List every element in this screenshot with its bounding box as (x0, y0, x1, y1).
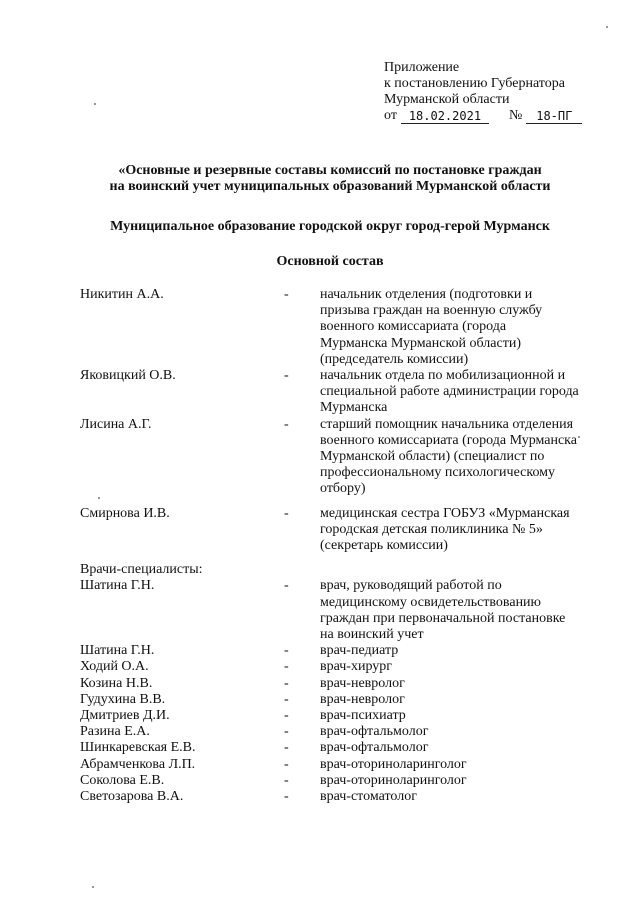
scan-speck (98, 497, 100, 499)
specialist-row (80, 676, 610, 692)
role-line: граждан при первоначальной постановке (320, 610, 566, 626)
member-row (80, 287, 610, 368)
specialists-label: Врачи-специалисты: (80, 562, 203, 578)
scan-speck (606, 26, 608, 28)
specialist-role: врач-офтальмолог (320, 724, 429, 740)
member-dash: - (284, 368, 289, 384)
title-line-2: на воинский учет муниципальных образований Мурманской области (109, 179, 551, 194)
document-title (40, 163, 620, 195)
member-dash: - (284, 505, 289, 521)
specialist-row (80, 757, 610, 773)
member-role (320, 287, 610, 368)
role-line: Мурманска (320, 400, 388, 416)
member-row (80, 417, 610, 498)
specialist-dash: - (284, 691, 289, 707)
title-line-1: «Основные и резервные составы комиссий по постановке граждан (118, 163, 542, 178)
appendix-block (384, 60, 582, 124)
role-line: отбору) (320, 481, 366, 497)
role-line: Мурманска Мурманской области) (320, 335, 521, 351)
member-dash: - (284, 287, 289, 302)
appendix-line-3: Мурманской области (384, 92, 510, 107)
specialist-name: Козина Н.В. (80, 675, 153, 691)
role-line: городская детская поликлиника № 5» (320, 521, 543, 537)
specialist-row (80, 724, 610, 740)
specialist-name: Дмитриев Д.И. (80, 708, 170, 724)
specialist-role: врач-стоматолог (320, 789, 417, 805)
appendix-line-1: Приложение (384, 60, 460, 75)
specialist-dash: - (284, 659, 289, 675)
specialist-name: Разина Е.А. (80, 724, 150, 740)
member-role (320, 506, 610, 555)
specialist-row (80, 773, 610, 789)
specialist-dash: - (284, 772, 289, 788)
role-line: начальник отдела по мобилизационной и (320, 368, 566, 384)
specialist-lead-row (80, 578, 610, 643)
role-line: на воинский учет (320, 627, 424, 643)
member-dash: - (284, 416, 289, 432)
specialist-dash: - (284, 675, 289, 691)
role-line: (председатель комиссии) (320, 351, 469, 367)
specialist-role: врач-невролог (320, 675, 405, 691)
member-role (320, 417, 610, 498)
number-prefix: № (508, 108, 523, 123)
member-name: Шатина Г.Н. (80, 578, 155, 594)
member-role (320, 578, 610, 643)
specialist-role: врач-хирург (320, 659, 393, 675)
role-line: старший помощник начальника отделения (320, 416, 574, 432)
role-line: (секретарь комиссии) (320, 538, 448, 554)
specialist-role: врач-оториноларинголог (320, 756, 467, 772)
member-name: Смирнова И.В. (80, 505, 170, 521)
specialist-name: Абрамченкова Л.П. (80, 756, 196, 772)
number-value: 18-ПГ (526, 109, 582, 124)
member-name: Лисина А.Г. (80, 416, 152, 432)
specialist-role: врач-офтальмолог (320, 740, 429, 756)
role-line: врач, руководящий работой по (320, 578, 502, 594)
scan-speck (92, 886, 94, 888)
section-heading: Основной состав (276, 254, 384, 269)
specialist-dash: - (284, 708, 289, 724)
role-line: Мурманской области) (специалист по (320, 449, 545, 465)
specialist-name: Шатина Г.Н. (80, 643, 155, 659)
specialist-row (80, 740, 610, 756)
date-prefix: от (384, 108, 397, 123)
specialist-row (80, 659, 610, 675)
member-role (320, 368, 610, 417)
specialist-row (80, 708, 610, 724)
specialist-dash: - (284, 740, 289, 756)
role-line: профессиональному психологическому (320, 465, 556, 481)
member-dash: - (284, 578, 289, 594)
scan-speck (94, 103, 96, 105)
specialist-dash: - (284, 643, 289, 659)
specialist-dash: - (284, 789, 289, 805)
specialist-role: врач-педиатр (320, 643, 399, 659)
specialist-role: врач-невролог (320, 691, 405, 707)
role-line: военного комиссариата (города (320, 319, 507, 335)
member-name: Яковицкий О.В. (80, 368, 176, 384)
role-line: медицинская сестра ГОБУЗ «Мурманская (320, 505, 570, 521)
specialist-name: Светозарова В.А. (80, 789, 184, 805)
member-row (80, 506, 610, 555)
specialist-role: врач-оториноларинголог (320, 772, 467, 788)
role-line: военного комиссариата (города Мурманска (320, 432, 577, 448)
specialist-name: Гудухина В.В. (80, 691, 166, 707)
specialist-name: Ходий О.А. (80, 659, 149, 675)
role-line: медицинскому освидетельствованию (320, 594, 542, 610)
specialist-dash: - (284, 756, 289, 772)
member-name: Никитин А.А. (80, 287, 164, 302)
appendix-line-2: к постановлению Губернатора (384, 76, 565, 91)
role-line: специальной работе администрации города (320, 384, 579, 400)
specialist-name: Соколова Е.В. (80, 772, 165, 788)
specialist-row (80, 789, 610, 805)
members-list (80, 287, 610, 805)
specialist-role: врач-психиатр (320, 708, 406, 724)
specialist-row (80, 643, 610, 659)
scan-speck (578, 436, 580, 438)
role-line: начальник отделения (подготовки и (320, 287, 533, 302)
spacer (80, 498, 610, 506)
appendix-date-line (384, 108, 582, 124)
role-line: призыва граждан на военную службу (320, 303, 543, 319)
member-row (80, 368, 610, 417)
specialist-row (80, 692, 610, 708)
specialist-name: Шинкаревская Е.В. (80, 740, 196, 756)
municipality-heading: Муниципальное образование городской округ город-герой Мурманск (110, 219, 550, 234)
date-value: 18.02.2021 (401, 109, 489, 124)
specialist-dash: - (284, 724, 289, 740)
